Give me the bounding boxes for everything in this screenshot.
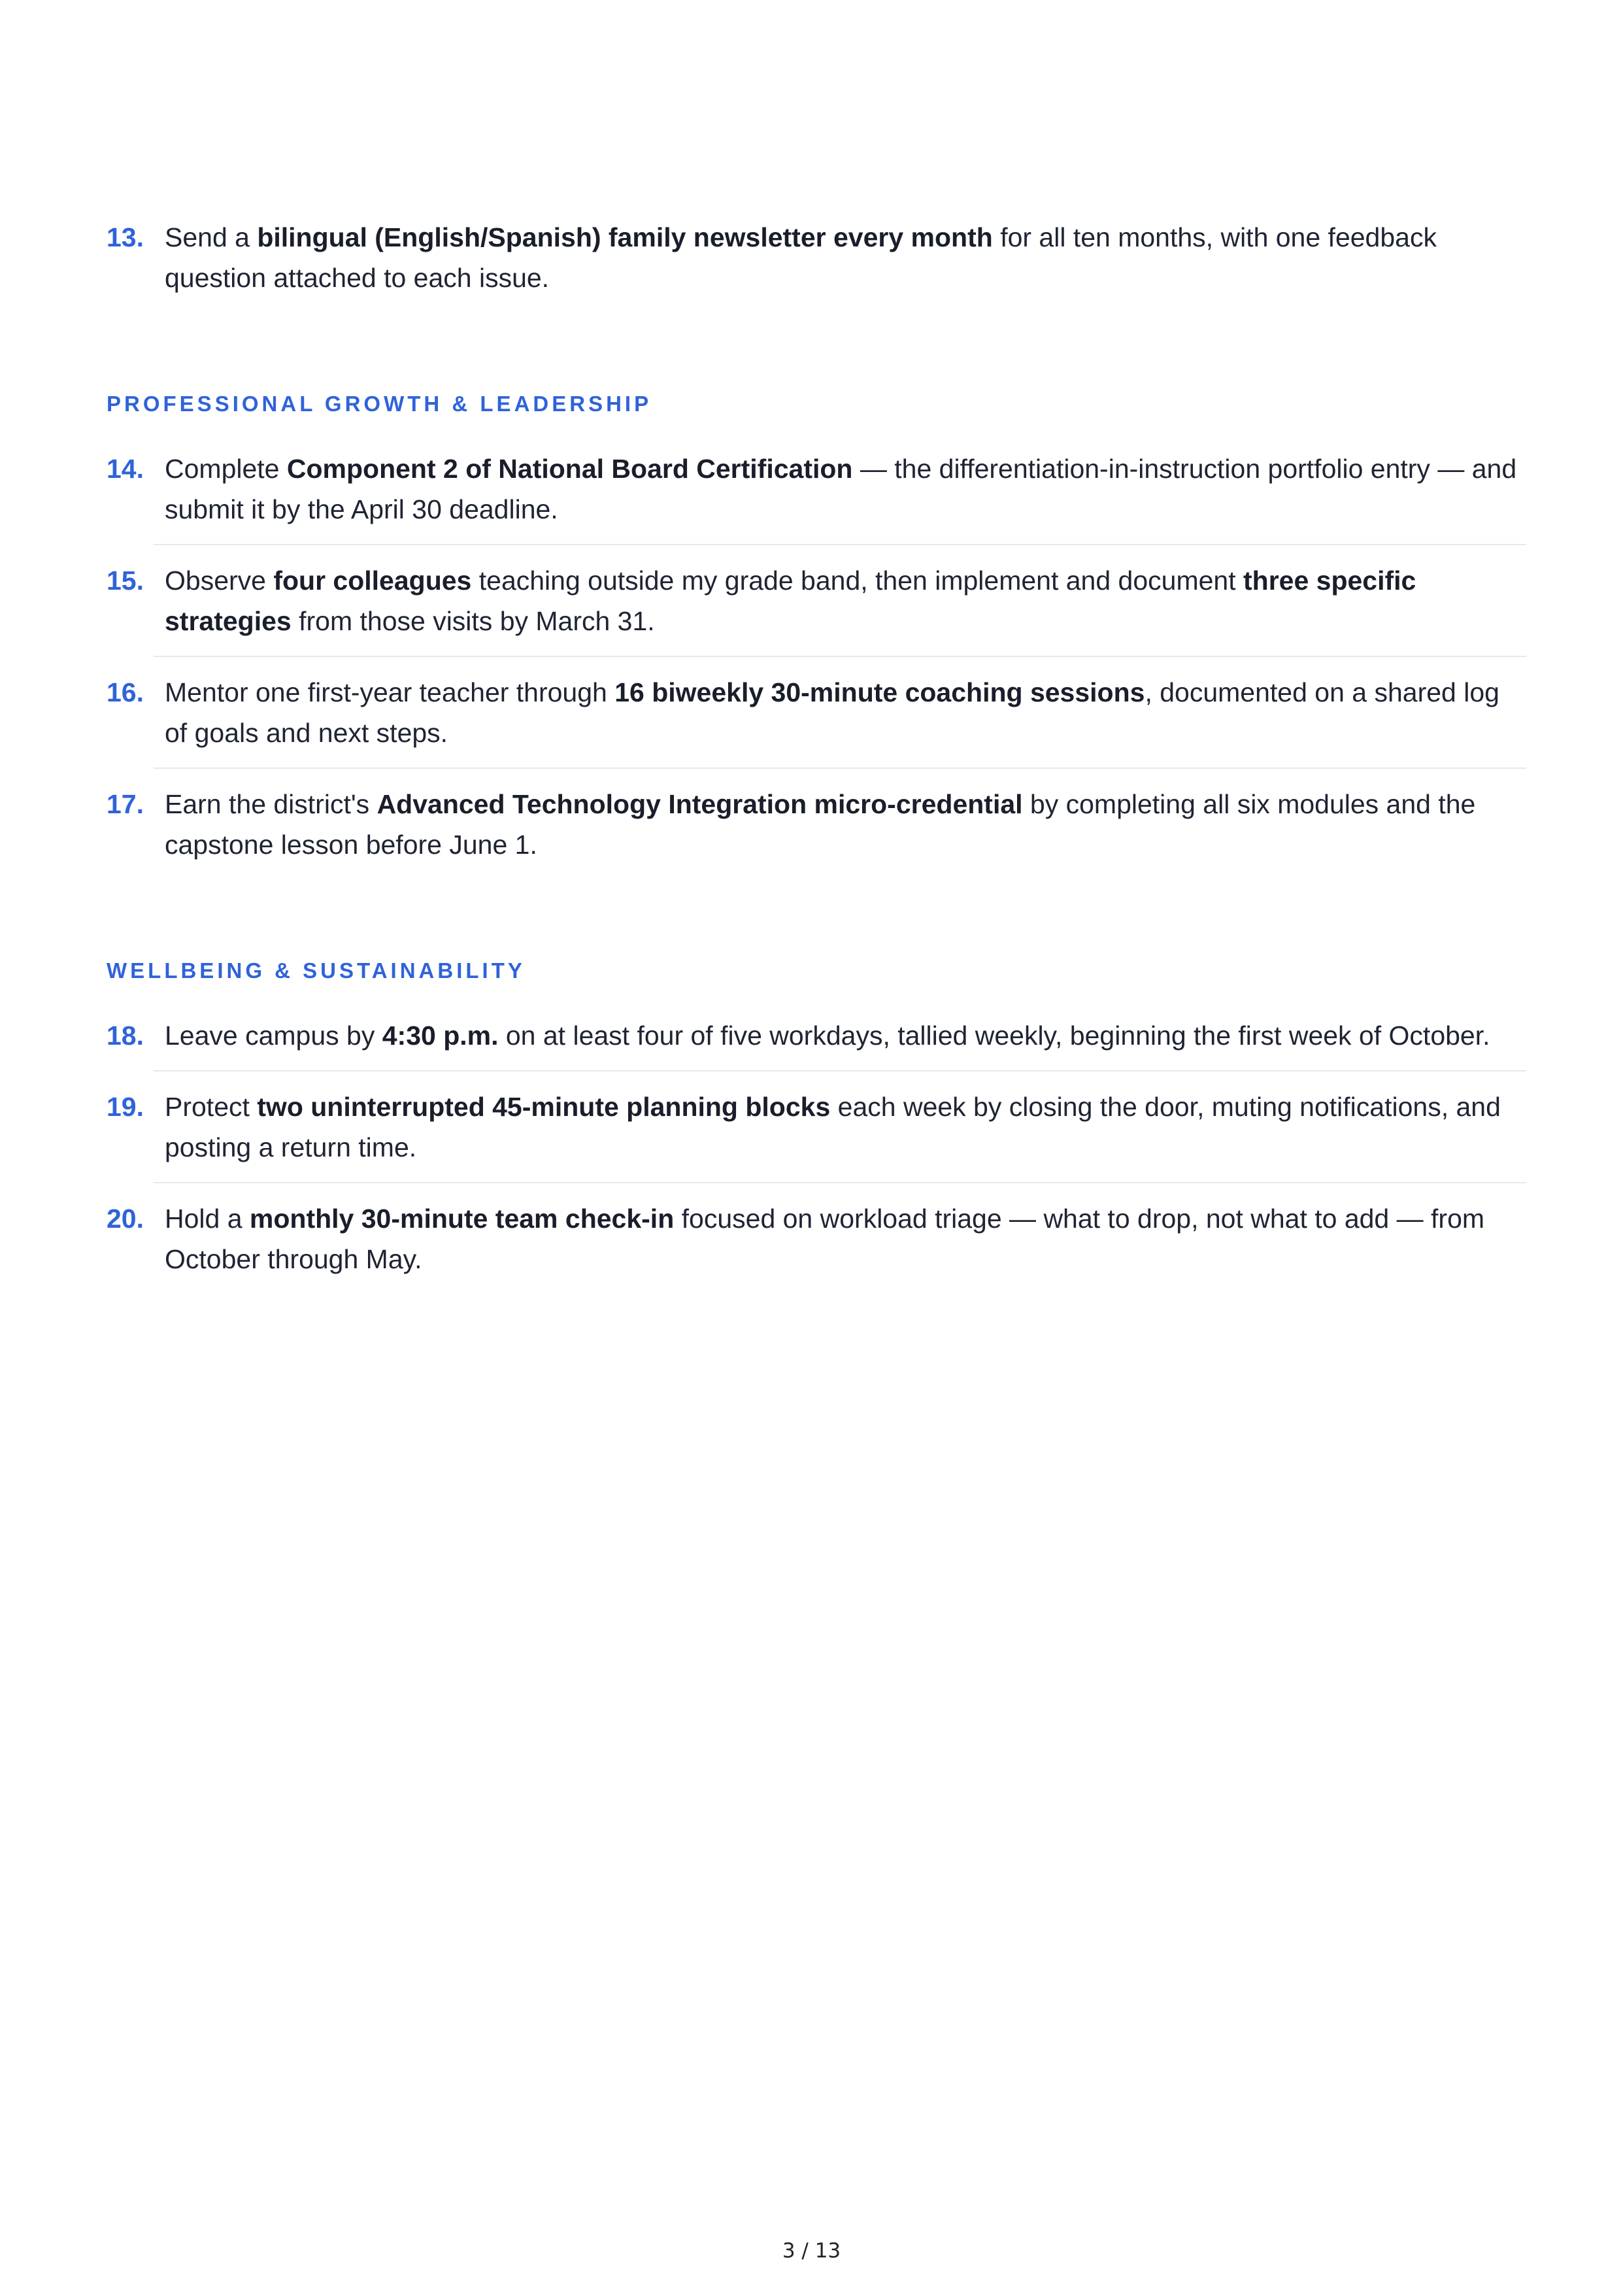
goal-item [107,217,1526,312]
goal-text-run: for all ten months, with one feedback question attached to each issue. [165,222,1437,293]
goal-text-run: on at least four of five workdays, tallied weekly, beginning the first week of October. [498,1021,1490,1051]
goal-text-run: focused on workload triage — what to drop, not what to add — from October through May. [165,1204,1485,1274]
goal-text-run: — the differentiation-in-instruction portfolio entry — and submit it by the April 30 deadline. [165,454,1517,524]
goal-number: 17. [107,789,144,819]
goal-emphasis: bilingual (English/Spanish) family newsletter every month [257,222,993,252]
goal-text-run: Observe [165,566,274,596]
goal-emphasis: monthly 30-minute team check-in [249,1204,675,1234]
goal-text-run: Send a [165,222,258,252]
goal-text [165,560,1526,656]
goal-text-run: Mentor one first-year teacher through [165,677,615,707]
goal-divider [154,544,1526,545]
section-heading: PROFESSIONAL GROWTH & LEADERSHIP [107,392,652,416]
goal-text-run: Earn the district's [165,789,377,819]
goal-item [107,784,1526,879]
goal-text [165,784,1526,879]
goal-item [107,1198,1526,1294]
goal-number: 14. [107,454,144,484]
goal-emphasis: two uninterrupted 45-minute planning blocks [257,1092,831,1122]
goal-number: 16. [107,677,144,707]
goal-text-run: Complete [165,454,287,484]
goal-text-run: Protect [165,1092,258,1122]
goal-text-run: teaching outside my grade band, then implement and document [471,566,1243,596]
goal-item [107,448,1526,544]
goal-item [107,1087,1526,1182]
goal-text-run: each week by closing the door, muting notifications, and posting a return time. [165,1092,1501,1162]
goal-number: 20. [107,1204,144,1234]
goal-divider [154,656,1526,657]
goal-divider [154,1070,1526,1072]
goal-text [165,1015,1526,1070]
goal-text [165,448,1526,544]
goal-item [107,560,1526,656]
goal-emphasis: 16 biweekly 30-minute coaching sessions [614,677,1145,707]
page-number: 3 / 13 [782,2239,841,2263]
goal-divider [154,1182,1526,1183]
goal-text-run: from those visits by March 31. [291,606,655,636]
goal-text-run: Hold a [165,1204,250,1234]
goal-divider [154,768,1526,769]
goal-emphasis: three specific strategies [165,566,1416,636]
goal-item [107,1015,1526,1070]
goal-text-run: , documented on a shared log of goals and next steps. [165,677,1499,748]
goal-text-run: Leave campus by [165,1021,382,1051]
goal-text-run: by completing all six modules and the capstone lesson before June 1. [165,789,1476,860]
goal-number: 19. [107,1092,144,1122]
goal-number: 15. [107,566,144,596]
goal-emphasis: Component 2 of National Board Certification [286,454,853,484]
goals-content [107,217,1526,1294]
goal-item [107,672,1526,768]
section-heading: WELLBEING & SUSTAINABILITY [107,958,526,983]
goal-text [165,672,1526,768]
goal-emphasis: 4:30 p.m. [382,1021,499,1051]
goal-emphasis: four colleagues [273,566,472,596]
goal-text [165,217,1526,312]
goal-text [165,1087,1526,1182]
goal-number: 18. [107,1021,144,1051]
goal-number: 13. [107,222,144,252]
goal-text [165,1198,1526,1294]
goal-emphasis: Advanced Technology Integration micro-credential [376,789,1023,819]
